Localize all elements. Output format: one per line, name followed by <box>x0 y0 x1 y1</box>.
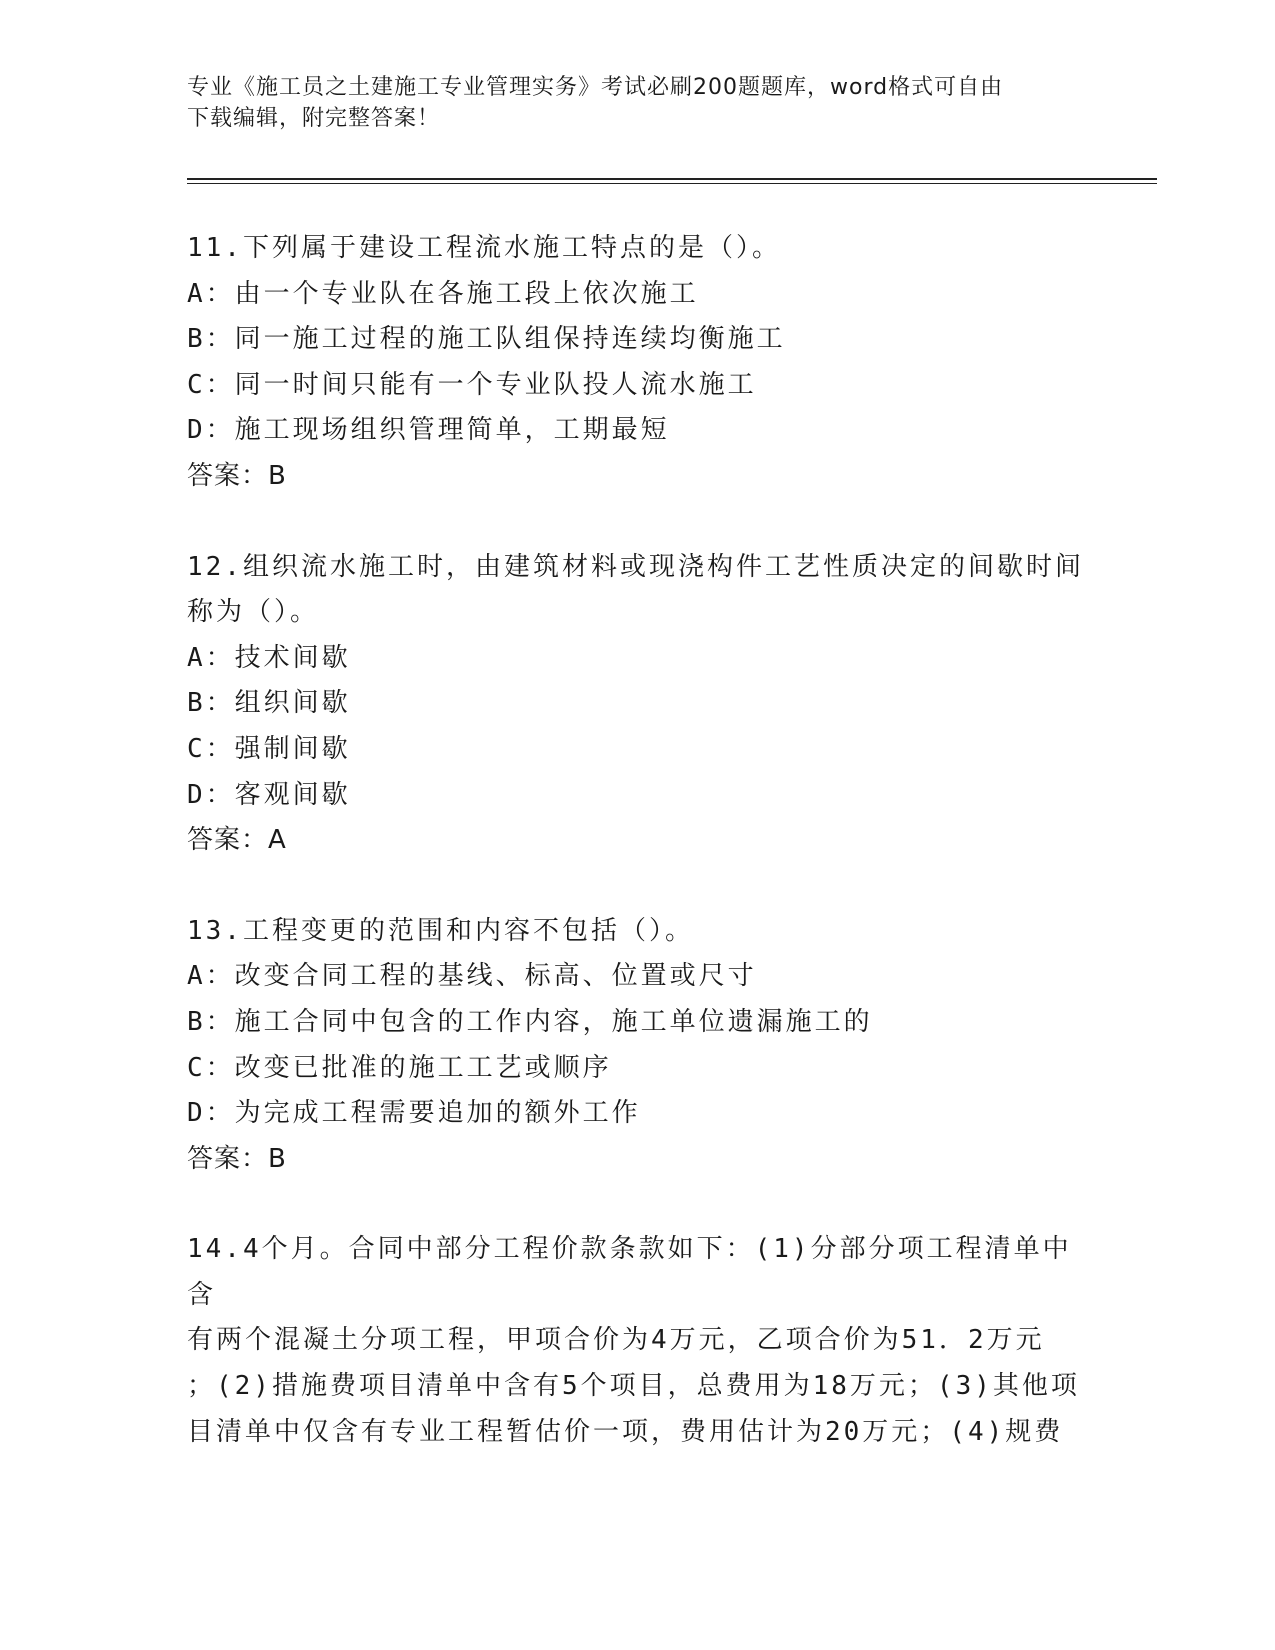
question-stem-continued: 称为（）。 <box>187 597 320 628</box>
answer: 答案：A <box>187 825 287 856</box>
option-c: C：改变已批准的施工工艺或顺序 <box>187 1052 612 1083</box>
question-12 <box>187 545 1087 864</box>
question-stem: 11.下列属于建设工程流水施工特点的是（）。 <box>187 233 781 263</box>
question-14 <box>187 1227 1087 1455</box>
option-a: A：由一个专业队在各施工段上依次施工 <box>187 278 699 309</box>
question-stem-continued: 有两个混凝土分项工程，甲项合价为4万元，乙项合价为51．2万元 <box>187 1325 1045 1356</box>
option-a: A：技术间歇 <box>187 642 351 673</box>
header-divider-thin <box>187 183 1157 184</box>
answer: 答案：B <box>187 460 287 491</box>
question-11 <box>187 226 1087 500</box>
question-stem-continued: 目清单中仅含有专业工程暂估价一项，费用估计为20万元；(4)规费 <box>187 1416 1064 1447</box>
option-c: C：强制间歇 <box>187 733 351 764</box>
question-list <box>187 226 1087 1500</box>
question-stem: 14.4个月。合同中部分工程价款条款如下：(1)分部分项工程清单中含 <box>187 1234 1072 1310</box>
option-a: A：改变合同工程的基线、标高、位置或尺寸 <box>187 961 757 992</box>
header-line-1: 专业《施工员之土建施工专业管理实务》考试必刷200题题库，word格式可自由 <box>187 75 1004 100</box>
option-b: B：同一施工过程的施工队组保持连续均衡施工 <box>187 324 786 355</box>
question-stem: 12.组织流水施工时，由建筑材料或现浇构件工艺性质决定的间歇时间 <box>187 551 1084 582</box>
option-d: D：为完成工程需要追加的额外工作 <box>187 1098 641 1129</box>
question-stem: 13.工程变更的范围和内容不包括（）。 <box>187 915 694 946</box>
option-d: D：施工现场组织管理简单，工期最短 <box>187 415 670 446</box>
option-c: C：同一时间只能有一个专业队投人流水施工 <box>187 369 757 400</box>
question-stem-continued: ；(2)措施费项目清单中含有5个项目，总费用为18万元；(3)其他项 <box>187 1371 1080 1402</box>
answer: 答案：B <box>187 1143 287 1174</box>
header-line-2: 下载编辑，附完整答案！ <box>187 106 441 131</box>
option-b: B：施工合同中包含的工作内容，施工单位遗漏施工的 <box>187 1006 873 1037</box>
question-13 <box>187 909 1087 1183</box>
document-header <box>187 72 1067 134</box>
header-divider-thick <box>187 178 1157 180</box>
option-d: D：客观间歇 <box>187 779 351 810</box>
option-b: B：组织间歇 <box>187 688 351 719</box>
